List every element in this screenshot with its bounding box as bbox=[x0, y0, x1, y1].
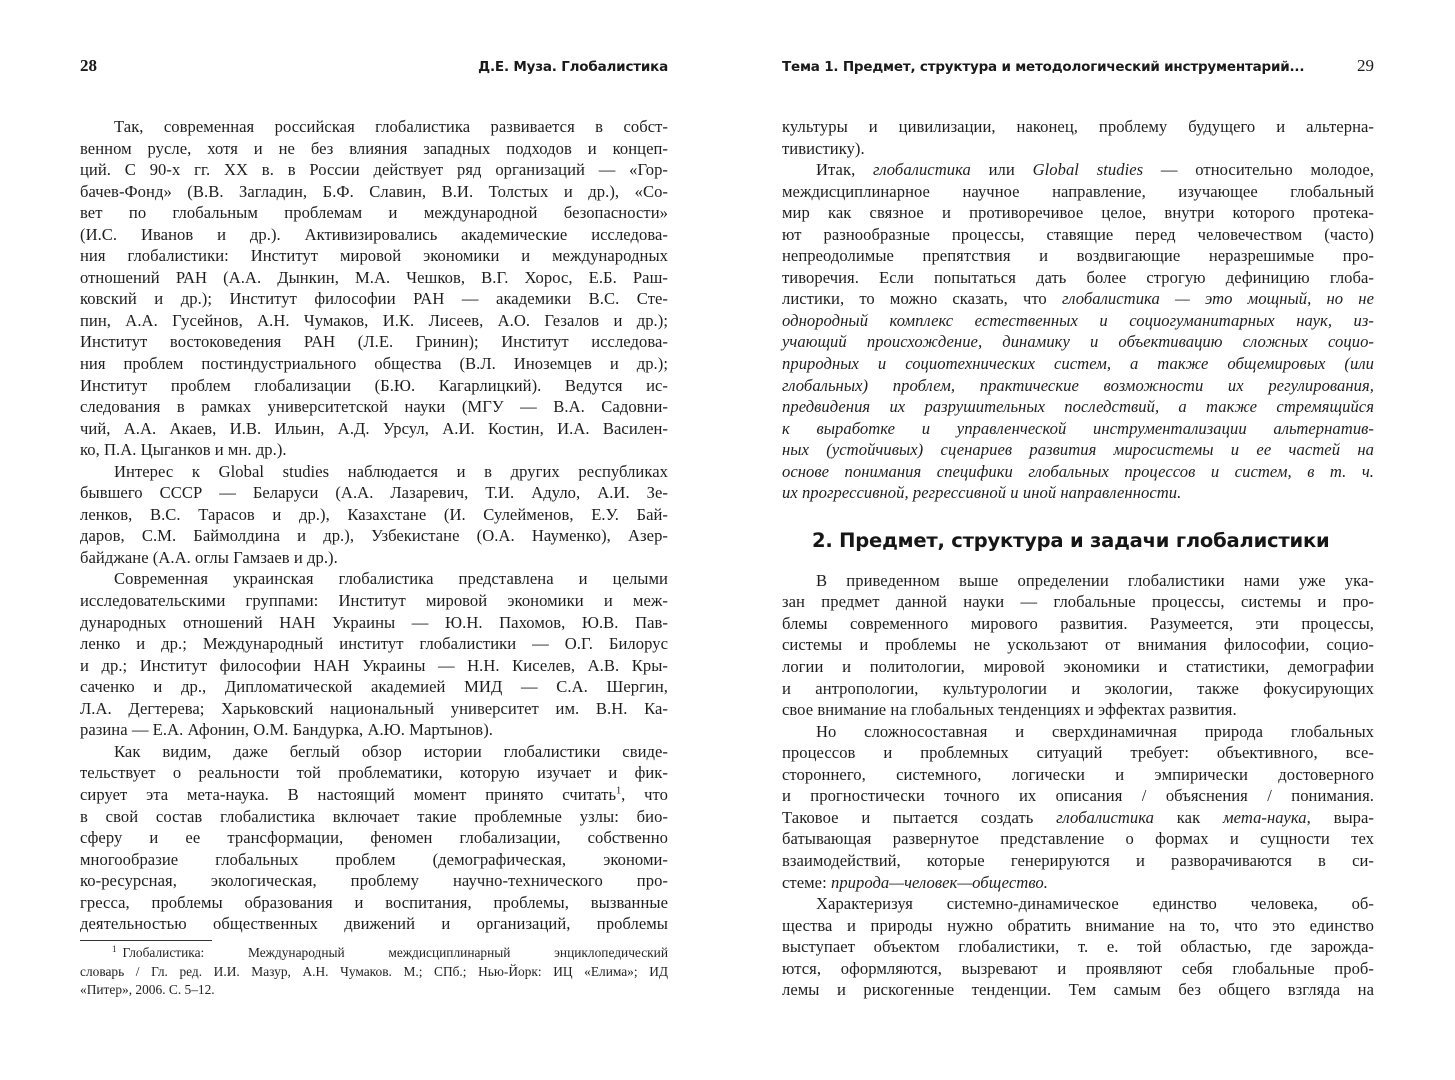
text-run: ют разнообразные процессы, ставящие перед человечеством (часто) bbox=[782, 224, 1374, 244]
text-run: , выра- bbox=[1306, 807, 1374, 827]
text-line bbox=[80, 353, 668, 375]
running-head-chapter-title: Тема 1. Предмет, структура и методологический инструментарий... bbox=[782, 59, 1305, 75]
text-line bbox=[80, 806, 668, 828]
text-line bbox=[80, 310, 668, 332]
text-run: тельствует о реальности той проблематики, которую изучает и фик- bbox=[80, 763, 668, 783]
text-run: байджане (А.А. оглы Гамзаев и др.). bbox=[80, 547, 338, 567]
text-line bbox=[80, 375, 668, 397]
text-line bbox=[80, 267, 668, 289]
text-run: выступает объектом глобалистики, т. е. той областью, где зарожда- bbox=[782, 937, 1374, 957]
text-line bbox=[80, 741, 668, 763]
italic-text-run: природных и социотехнических систем, а также общемировых (или bbox=[782, 354, 1374, 374]
text-run: культуры и цивилизации, наконец, проблему будущего и альтерна- bbox=[782, 117, 1374, 136]
page-number-right: 29 bbox=[1357, 56, 1374, 75]
italic-text-run: их прогрессивной, регрессивной и иной направленности. bbox=[782, 483, 1182, 503]
text-run: ются, оформляются, вызревают и проявляют себя глобальные проб- bbox=[782, 958, 1374, 978]
text-line bbox=[782, 613, 1374, 635]
text-run: разина — Е.А. Афонин, О.М. Бандурка, А.Ю. Мартынов). bbox=[80, 720, 493, 740]
text-line bbox=[80, 633, 668, 655]
italic-text-run: предвидения их разрушительных последствий, а также стремящийся bbox=[782, 397, 1374, 417]
page-number-left: 28 bbox=[80, 56, 97, 75]
text-run: и прогностически точного их описания / объяснения / понимания. bbox=[782, 786, 1374, 806]
text-run: тиворечия. Если попытаться дать более строгую дефиницию глоба- bbox=[782, 267, 1374, 287]
text-run: сирует эта мета-наука. В настоящий момент принято считать bbox=[80, 784, 617, 804]
text-line bbox=[782, 958, 1374, 980]
text-line bbox=[782, 915, 1374, 937]
text-run: как bbox=[1154, 807, 1223, 827]
text-run: Современная украинская глобалистика представлена и целыми bbox=[114, 569, 668, 589]
text-run: бачев-Фонд» (В.В. Загладин, Б.Ф. Славин, В.И. Толстых и др.), «Со- bbox=[80, 181, 668, 201]
text-line bbox=[782, 828, 1374, 850]
text-line bbox=[80, 504, 668, 526]
footnote-line bbox=[80, 963, 668, 982]
text-run: Институт востоковедения РАН (Л.Е. Гринин); Институт исследова- bbox=[80, 332, 668, 352]
text-run: саченко и др., Дипломатической академией МИД — С.А. Шергин, bbox=[80, 677, 668, 697]
text-run: следования в рамках университетской науки (МГУ — В.А. Садовни- bbox=[80, 397, 668, 417]
text-line bbox=[80, 331, 668, 353]
text-run: взаимодействий, которые генерируются и разворачиваются в си- bbox=[782, 850, 1374, 870]
text-line bbox=[80, 116, 668, 138]
text-run: даров, С.М. Баймолдина и др.), Узбекистане (О.А. Науменко), Азер- bbox=[80, 526, 668, 546]
italic-text-run: мета-наука bbox=[1223, 807, 1307, 827]
text-line bbox=[80, 849, 668, 871]
text-line bbox=[80, 245, 668, 267]
text-run: щества и природы нужно обратить внимание на то, что это единство bbox=[782, 915, 1374, 935]
text-line bbox=[782, 267, 1374, 289]
text-line bbox=[782, 331, 1374, 353]
text-line bbox=[782, 721, 1374, 743]
italic-text-run: однородный комплекс естественных и социогуманитарных наук, из- bbox=[782, 310, 1374, 330]
italic-text-run: глобальных) проблем, практические возможности их регулирования, bbox=[782, 375, 1374, 395]
running-head-author-title: Д.Е. Муза. Глобалистика bbox=[478, 59, 668, 75]
text-line bbox=[80, 525, 668, 547]
italic-text-run: основе понимания специфики глобальных процессов и систем, в т. ч. bbox=[782, 461, 1374, 481]
text-run: зан предмет данной науки — глобальные процессы, системы и про- bbox=[782, 592, 1374, 612]
text-line bbox=[80, 892, 668, 914]
text-run: тивистику). bbox=[782, 138, 865, 158]
text-line bbox=[782, 936, 1374, 958]
right-body-text bbox=[782, 116, 1374, 1001]
text-line bbox=[80, 461, 668, 483]
text-line bbox=[782, 785, 1374, 807]
text-line bbox=[80, 719, 668, 741]
text-line bbox=[80, 224, 668, 246]
text-line bbox=[80, 655, 668, 677]
text-line bbox=[782, 764, 1374, 786]
text-run: стороннего, системного, логически и эмпирически достоверного bbox=[782, 764, 1374, 784]
text-run: листики, то можно сказать, что bbox=[782, 289, 1062, 309]
text-line bbox=[782, 570, 1374, 592]
text-line bbox=[782, 245, 1374, 267]
text-run: свое внимание на глобальных тенденциях и эффектах развития. bbox=[782, 700, 1237, 720]
text-run: ко-ресурсная, экологическая, проблему научно-технического про- bbox=[80, 871, 668, 891]
text-run: многообразие глобальных проблем (демографическая, экономи- bbox=[80, 849, 668, 869]
text-run: В приведенном выше определении глобалистики нами уже ука- bbox=[816, 570, 1374, 590]
text-run: и антропологии, культурологии и экологии, также фокусирующих bbox=[782, 678, 1374, 698]
text-run: блемы современного мирового развития. Разумеется, эти процессы, bbox=[782, 613, 1374, 633]
footnote-text: «Питер», 2006. С. 5–12. bbox=[80, 982, 215, 997]
text-line bbox=[782, 634, 1374, 656]
right-page bbox=[782, 0, 1374, 1080]
text-line bbox=[782, 310, 1374, 332]
section-heading: 2. Предмет, структура и задачи глобалистики bbox=[812, 528, 1330, 552]
text-run: системы и проблемы не ускользают от внимания философии, социо- bbox=[782, 635, 1374, 655]
text-line bbox=[80, 138, 668, 160]
text-line bbox=[782, 353, 1374, 375]
text-line bbox=[782, 224, 1374, 246]
text-line bbox=[782, 159, 1374, 181]
text-run: ленко и др.; Международный институт глобалистики — О.Г. Билорус bbox=[80, 634, 668, 654]
text-run: логии и политологии, мировой экономики и статистики, демографии bbox=[782, 657, 1374, 677]
text-run: (И.С. Иванов и др.). Активизировались академические исследова- bbox=[80, 224, 668, 244]
text-line bbox=[782, 678, 1374, 700]
text-line bbox=[782, 872, 1374, 894]
text-run: гресса, проблемы образования и воспитания, проблемы, вызванные bbox=[80, 892, 668, 912]
text-run: Л.А. Дегтерева; Харьковский национальный университет им. В.Н. Ка- bbox=[80, 698, 668, 718]
footnote-text: словарь / Гл. ред. И.И. Мазур, А.Н. Чумаков. М.; СПб.; Нью-Йорк: ИЦ «Елима»; ИД bbox=[80, 963, 668, 979]
text-run: пин, А.А. Гусейнов, А.Н. Чумаков, И.К. Лисеев, А.О. Гезалов и др.); bbox=[80, 310, 668, 330]
italic-text-run: глобалистика — это мощный, но не bbox=[1061, 289, 1374, 309]
text-line bbox=[80, 396, 668, 418]
text-run: ковский и др.); Институт философии РАН — академики В.С. Сте- bbox=[80, 289, 668, 309]
text-line bbox=[80, 913, 668, 935]
text-line bbox=[80, 439, 668, 461]
text-line bbox=[782, 979, 1374, 1001]
text-line bbox=[782, 807, 1374, 829]
text-line bbox=[782, 699, 1374, 721]
text-run: ния проблем постиндустриального общества (В.Л. Иноземцев и др.); bbox=[80, 354, 668, 374]
italic-text-run: учающий происхождение, динамику и объективацию сложных социо- bbox=[782, 332, 1374, 352]
left-body-text bbox=[80, 116, 668, 935]
text-run: — относительно молодое, bbox=[1143, 160, 1374, 180]
text-line bbox=[782, 418, 1374, 440]
text-line bbox=[80, 568, 668, 590]
text-line bbox=[782, 850, 1374, 872]
text-run: Как видим, даже беглый обзор истории глобалистики свиде- bbox=[114, 741, 668, 761]
text-run: деятельностью общественных движений и организаций, проблемы bbox=[80, 914, 668, 934]
text-run: вет по глобальным проблемам и международной безопасности» bbox=[80, 203, 668, 223]
text-line bbox=[80, 762, 668, 784]
text-line bbox=[80, 418, 668, 440]
footnote-line bbox=[80, 944, 668, 963]
text-run: или bbox=[970, 160, 1033, 180]
text-run: Так, современная российская глобалистика развивается в собст- bbox=[114, 117, 668, 136]
text-line bbox=[80, 612, 668, 634]
text-line bbox=[782, 202, 1374, 224]
text-line bbox=[782, 742, 1374, 764]
text-run: процессов и проблемных ситуаций требует: объективного, все- bbox=[782, 743, 1374, 763]
text-line bbox=[782, 591, 1374, 613]
text-run: Таковое и пытается создать bbox=[782, 807, 1057, 827]
text-line bbox=[782, 893, 1374, 915]
text-line bbox=[782, 375, 1374, 397]
text-line bbox=[782, 439, 1374, 461]
text-run: Но сложносоставная и сверхдинамичная природа глобальных bbox=[816, 721, 1374, 741]
text-run: Институт проблем глобализации (Б.Ю. Кагарлицкий). Ведутся ис- bbox=[80, 375, 668, 395]
text-run: ций. С 90-х гг. XX в. в России действует ряд организаций — «Гор- bbox=[80, 160, 668, 180]
text-run: Характеризуя системно-динамическое единство человека, об- bbox=[816, 894, 1374, 914]
text-run: междисциплинарное научное направление, изучающее глобальный bbox=[782, 181, 1374, 201]
text-line bbox=[80, 547, 668, 569]
text-line bbox=[782, 116, 1374, 138]
footnote-reference: 1 bbox=[616, 785, 622, 797]
text-line bbox=[80, 181, 668, 203]
text-line bbox=[80, 590, 668, 612]
text-run: ленков, В.С. Тарасов и др.), Казахстане (И. Сулейменов, Е.У. Бай- bbox=[80, 504, 668, 524]
running-head-left bbox=[80, 58, 668, 80]
text-run: лемы и рискогенные тенденции. Тем самым без общего взгляда на bbox=[782, 980, 1374, 1000]
text-line bbox=[80, 288, 668, 310]
italic-text-run: Global studies bbox=[1032, 160, 1144, 180]
text-run: сферу и ее трансформации, феномен глобализации, собственно bbox=[80, 828, 668, 848]
text-line bbox=[80, 482, 668, 504]
text-run: дународных отношений НАН Украины — Ю.Н. Пахомов, Ю.В. Пав- bbox=[80, 612, 668, 632]
text-run: Итак, bbox=[816, 160, 874, 180]
text-run: батывающая развернутое представление о формах и сущности тех bbox=[782, 829, 1374, 849]
text-line bbox=[80, 202, 668, 224]
footnote-mark: 1 bbox=[112, 943, 117, 954]
footnote-text: Глобалистика: Международный междисциплинарный энциклопедический bbox=[122, 945, 668, 960]
text-line bbox=[80, 784, 668, 806]
text-line bbox=[80, 676, 668, 698]
text-run: мир как связное и противоречивое целое, внутри которого протека- bbox=[782, 203, 1374, 223]
text-run: Интерес к Global studies наблюдается и в других республиках bbox=[114, 461, 668, 481]
text-line bbox=[782, 181, 1374, 203]
footnote-line bbox=[80, 981, 668, 1000]
text-run: в свой состав глобалистика включает такие проблемные узлы: био- bbox=[80, 806, 668, 826]
text-run: непреодолимые препятствия и воздвигающие неразрешимые про- bbox=[782, 246, 1374, 266]
text-line bbox=[80, 827, 668, 849]
left-page bbox=[80, 0, 668, 1080]
text-run: отношений РАН (А.А. Дынкин, М.А. Чешков, В.Г. Хорос, Е.Б. Раш- bbox=[80, 267, 668, 287]
text-line bbox=[80, 159, 668, 181]
footnotes bbox=[80, 944, 668, 1000]
text-run: исследовательскими группами: Институт мировой экономики и меж- bbox=[80, 591, 668, 611]
text-run: ко, П.А. Цыганков и мн. др.). bbox=[80, 440, 287, 460]
text-run: бывшего СССР — Беларуси (А.А. Лазаревич, Т.И. Адуло, А.И. Зе- bbox=[80, 483, 668, 503]
text-line bbox=[80, 698, 668, 720]
text-run: и др.; Институт философии НАН Украины — Н.Н. Киселев, А.В. Кры- bbox=[80, 655, 668, 675]
italic-text-run: ных (устойчивых) сценариев развития миросистемы и ее частей на bbox=[782, 440, 1374, 460]
italic-text-run: глобалистика bbox=[1056, 807, 1155, 827]
text-run: , что bbox=[621, 784, 668, 804]
text-run: стеме: bbox=[782, 872, 831, 892]
text-run: венном русле, хотя и не без влияния западных подходов и концеп- bbox=[80, 138, 668, 158]
text-line bbox=[782, 656, 1374, 678]
text-line bbox=[782, 396, 1374, 418]
text-run: ния глобалистики: Институт мировой экономики и международных bbox=[80, 246, 668, 266]
text-line bbox=[782, 288, 1374, 310]
italic-text-run: к выработке и управленческой инструментализации альтернатив- bbox=[782, 418, 1374, 438]
text-line bbox=[782, 138, 1374, 160]
italic-text-run: глобалистика bbox=[873, 160, 971, 180]
text-line bbox=[782, 482, 1374, 504]
footnote-divider bbox=[80, 940, 212, 941]
italic-text-run: природа—человек—общество. bbox=[830, 872, 1048, 892]
text-line bbox=[80, 870, 668, 892]
text-line bbox=[782, 461, 1374, 483]
text-run: чий, А.А. Акаев, И.В. Ильин, А.Д. Урсул, А.И. Костин, И.А. Василен- bbox=[80, 418, 668, 438]
running-head-right bbox=[782, 58, 1374, 80]
